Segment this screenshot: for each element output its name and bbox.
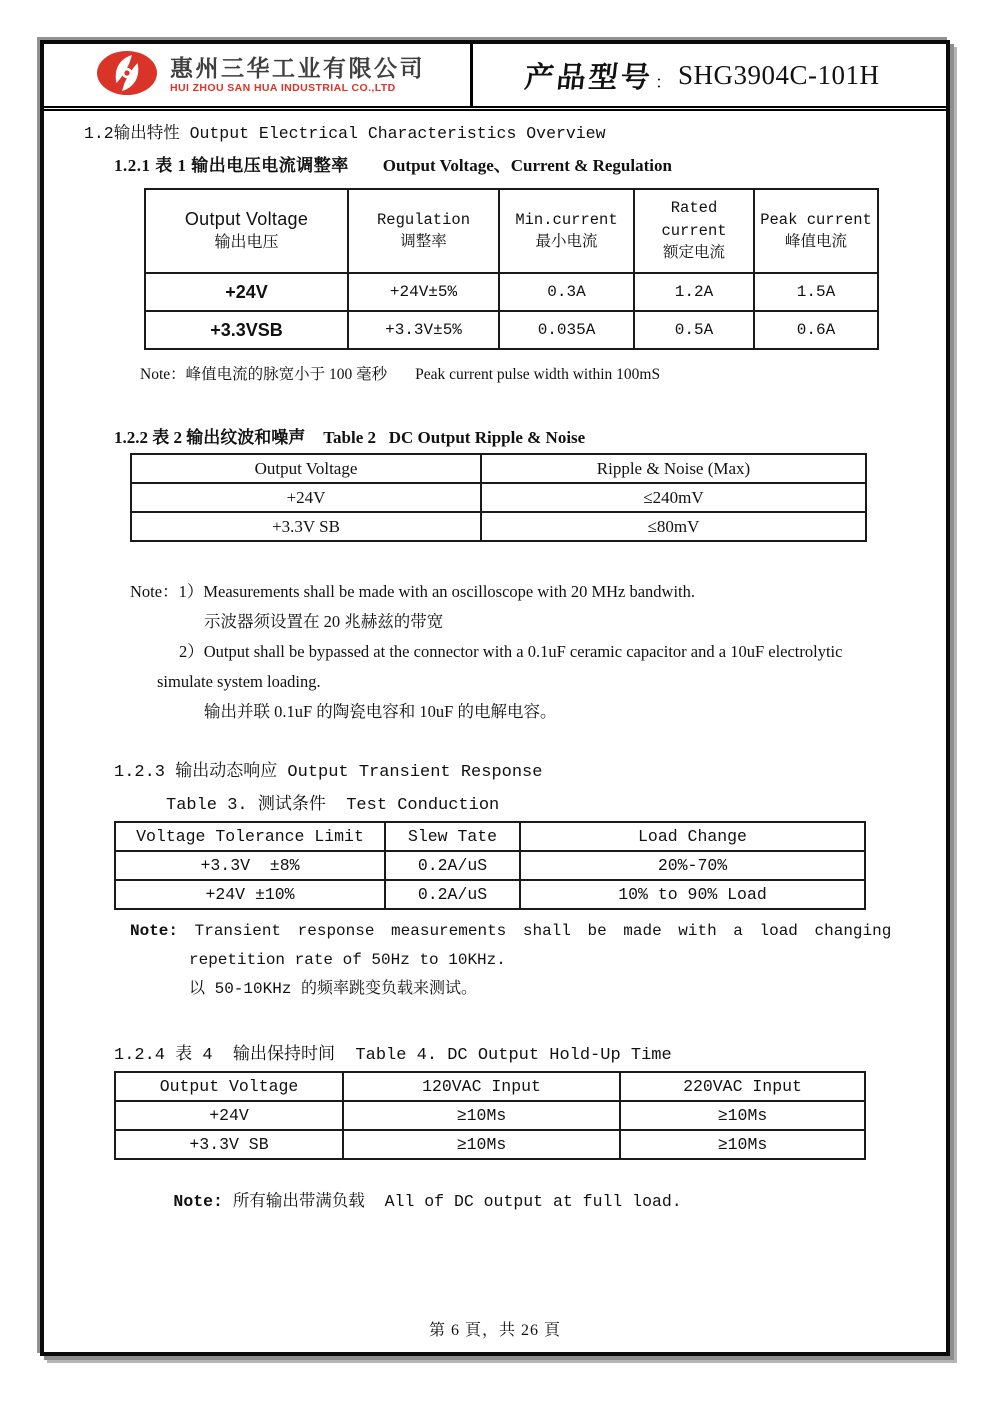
table-3-cell: 20%-70% [520, 851, 865, 880]
table-4-row-24v [115, 1101, 865, 1130]
table-1-cell: 0.6A [754, 311, 878, 349]
note-line: repetition rate of 50Hz to 10KHz. [189, 951, 506, 969]
note-line: 以 50-10KHz 的频率跳变负载来测试。 [189, 980, 478, 998]
table-3-row-3v3 [115, 851, 865, 880]
table-2-header-row [131, 454, 866, 483]
note-prefix: Note: [130, 922, 179, 940]
table-1-cell: +24V±5% [348, 273, 499, 311]
section-1-2-3-heading: 1.2.3 输出动态响应 Output Transient Response [114, 763, 543, 782]
table-4-cell: +3.3V SB [115, 1130, 343, 1159]
company-name-cn: 惠州三华工业有限公司 [170, 55, 425, 82]
note-line: 2）Output shall be bypassed at the connector with a 0.1uF ceramic capacitor and a 10uF electrolytic [179, 642, 843, 661]
table-1-header-row [145, 189, 878, 273]
table-1-row-3v3sb [145, 311, 878, 349]
note-line: Note: Transient response measurements shall be made with a load changing [130, 922, 892, 940]
table-4-cell: ≥10Ms [343, 1101, 620, 1130]
table-1-row-24v [145, 273, 878, 311]
table-2-cell: ≤80mV [481, 512, 866, 541]
header-double-rule [44, 108, 946, 111]
table-3-header-voltage-tolerance: Voltage Tolerance Limit [115, 822, 385, 851]
table-4-header-output-voltage: Output Voltage [115, 1072, 343, 1101]
company-names [170, 56, 425, 93]
company-block [44, 44, 473, 106]
table-1-cell: +3.3VSB [145, 311, 348, 349]
note-prefix: Note: [173, 1192, 223, 1211]
table-4-cell: ≥10Ms [343, 1130, 620, 1159]
table-2-header-ripple-noise: Ripple & Noise (Max) [481, 454, 866, 483]
section-1-2-4-heading: 1.2.4 表 4 输出保持时间 Table 4. DC Output Hold-Up Time [114, 1046, 672, 1065]
table-4-header-120vac: 120VAC Input [343, 1072, 620, 1101]
product-model-block [473, 44, 946, 106]
table-2-notes [44, 577, 946, 727]
table-4-header-row [115, 1072, 865, 1101]
table-1-header-rated-current: Rated current 额定电流 [634, 189, 754, 273]
table-4-cell: +24V [115, 1101, 343, 1130]
document-page [40, 40, 950, 1356]
table-3-test-conduction [114, 821, 866, 910]
table-2-header-output-voltage: Output Voltage [131, 454, 481, 483]
note-text-en: Peak current pulse width within 100mS [415, 366, 661, 383]
table-1-header-regulation: Regulation 调整率 [348, 189, 499, 273]
table-1-header-output-voltage: Output Voltage 输出电压 [145, 189, 348, 273]
document-header [44, 44, 946, 108]
table-1-header-peak-current: Peak current 峰值电流 [754, 189, 878, 273]
table-2-cell: +24V [131, 483, 481, 512]
table-3-note [44, 917, 946, 1004]
note-text: 所有输出带满负载 All of DC output at full load. [222, 1192, 682, 1211]
table-1-cell: +3.3V±5% [348, 311, 499, 349]
note-text-cn: 峰值电流的脉宽小于 100 毫秒 [185, 366, 388, 383]
table-4-cell: ≥10Ms [620, 1130, 865, 1159]
product-model-separator: ： [655, 72, 673, 92]
table-2-cell: +3.3V SB [131, 512, 481, 541]
table-3-cell: +24V ±10% [115, 880, 385, 909]
table-3-row-24v [115, 880, 865, 909]
section-1-2-1-heading-en: Output Voltage、Current & Regulation [382, 156, 672, 175]
section-1-2-1-heading [114, 151, 946, 176]
table-1-cell: 0.035A [499, 311, 634, 349]
table-3-header-slew-rate: Slew Tate [385, 822, 520, 851]
table-1-header-min-current: Min.current 最小电流 [499, 189, 634, 273]
table-3-header-load-change: Load Change [520, 822, 865, 851]
table-4-cell: ≥10Ms [620, 1101, 865, 1130]
table-4-header-220vac: 220VAC Input [620, 1072, 865, 1101]
note-line: 输出并联 0.1uF 的陶瓷电容和 10uF 的电解电容。 [204, 702, 557, 721]
table-1-note [140, 362, 946, 384]
table-1-cell: 0.3A [499, 273, 634, 311]
table-1-cell: 0.5A [634, 311, 754, 349]
table-2-row-24v [131, 483, 866, 512]
table-3-cell: +3.3V ±8% [115, 851, 385, 880]
table-3-cell: 0.2A/uS [385, 851, 520, 880]
company-logo-icon [96, 50, 158, 101]
table-3-cell: 10% to 90% Load [520, 880, 865, 909]
table-3-header-row [115, 822, 865, 851]
table-4-row-3v3sb [115, 1130, 865, 1159]
table-1-cell: 1.2A [634, 273, 754, 311]
table-2-row-3v3sb [131, 512, 866, 541]
table-1-cell: 1.5A [754, 273, 878, 311]
table-3-cell: 0.2A/uS [385, 880, 520, 909]
document-body [44, 119, 946, 1230]
section-1-2-2-heading [114, 423, 946, 448]
table-4-note [114, 1168, 946, 1230]
table-2-ripple-noise [130, 453, 867, 542]
section-1-2-title: 1.2输出特性 Output Electrical Characteristics Overview [84, 124, 606, 143]
page-number: 第 6 頁，共 26 頁 [428, 1322, 561, 1339]
product-model-label: 产品型号 [523, 61, 655, 94]
product-model-value: SHG3904C-101H [678, 59, 880, 90]
table-1-output-voltage-current-regulation [144, 188, 879, 350]
note-line: 示波器须设置在 20 兆赫兹的带宽 [204, 612, 444, 631]
section-1-2-1-heading-cn: 1.2.1 表 1 输出电压电流调整率 [114, 156, 349, 175]
table-4-hold-up-time [114, 1071, 866, 1160]
note-line: Note：1）Measurements shall be made with an oscilloscope with 20 MHz bandwith. [130, 582, 696, 601]
table-1-cell: +24V [145, 273, 348, 311]
note-prefix: Note： [140, 366, 186, 383]
table-2-cell: ≤240mV [481, 483, 866, 512]
note-line: simulate system loading. [157, 672, 321, 691]
section-1-2-2-heading-en: Table 2 DC Output Ripple & Noise [323, 428, 586, 447]
section-1-2-2-heading-cn: 1.2.2 表 2 输出纹波和噪声 [114, 428, 306, 447]
table-3-caption: Table 3. 测试条件 Test Conduction [166, 796, 500, 815]
company-name-en: HUI ZHOU SAN HUA INDUSTRIAL CO.,LTD [170, 81, 396, 94]
